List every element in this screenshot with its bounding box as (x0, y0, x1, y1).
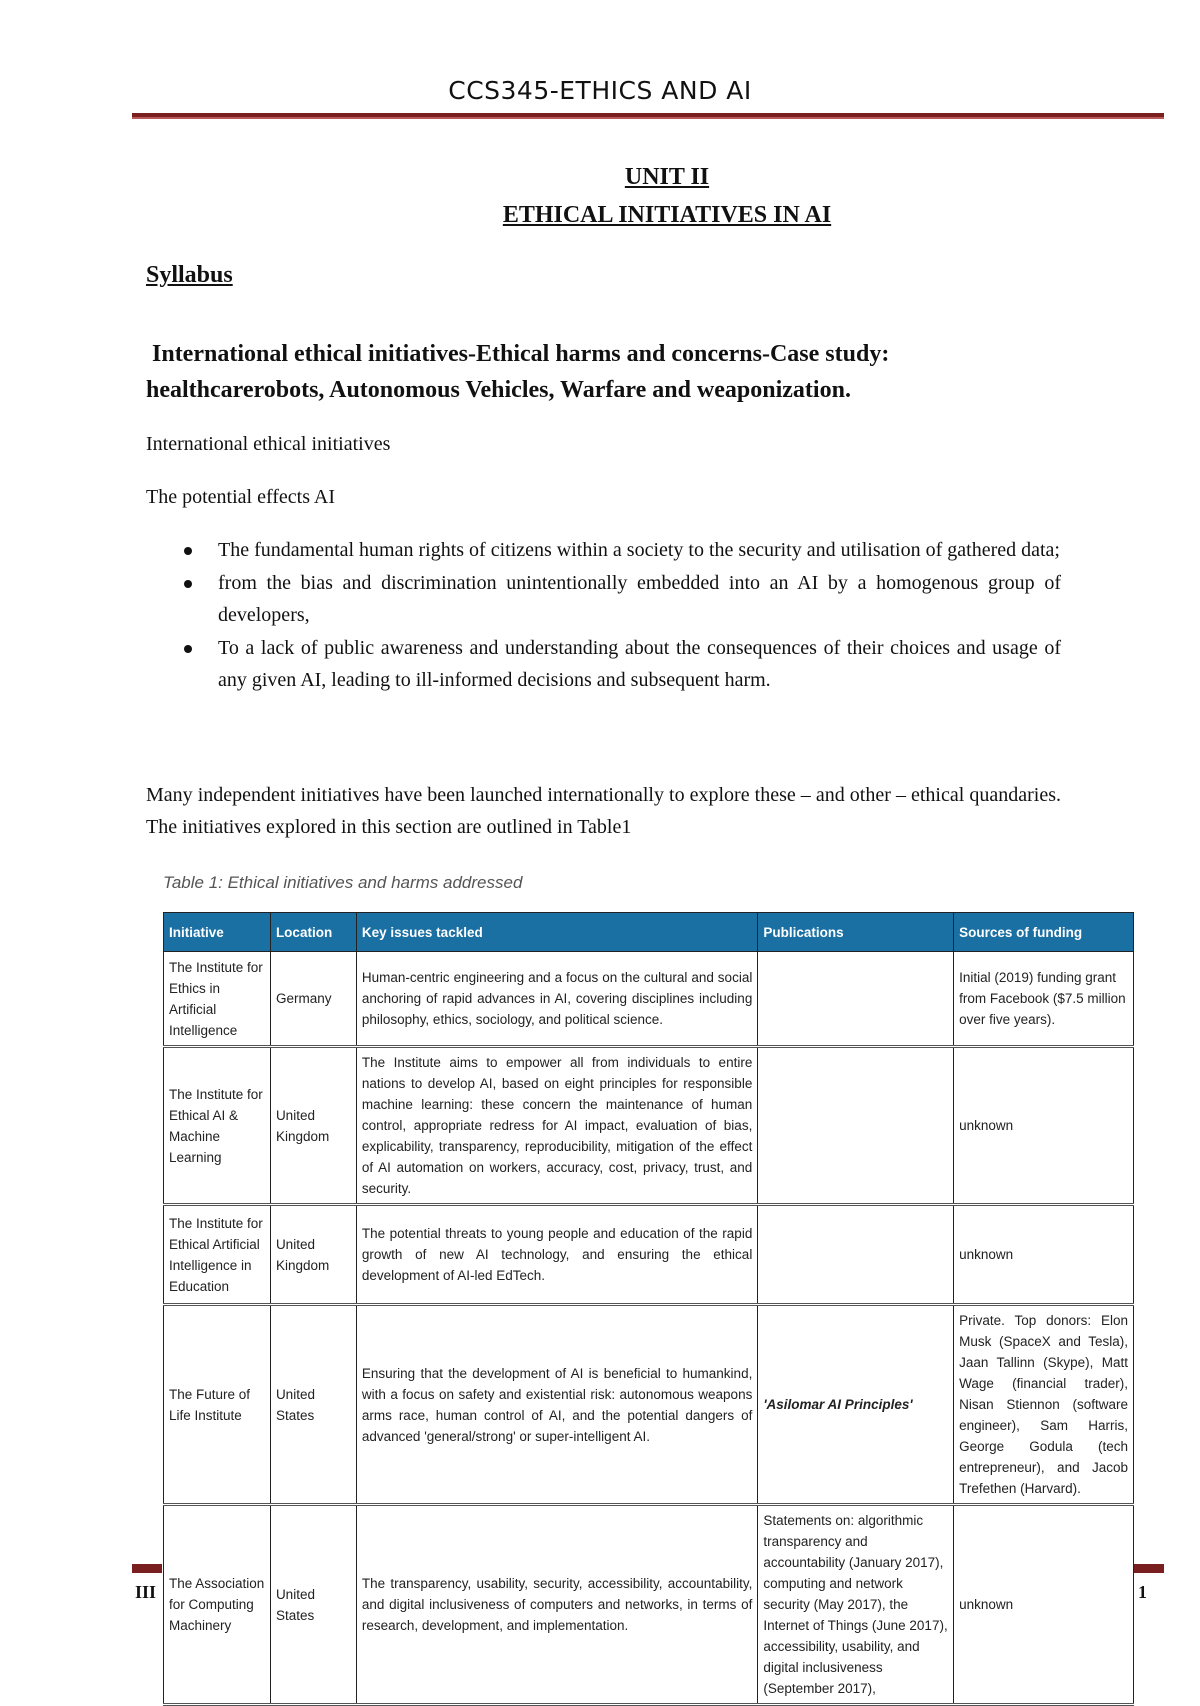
bullet-icon (184, 580, 192, 588)
column-header: Publications (758, 913, 954, 952)
page-number: 1 (1138, 1582, 1147, 1602)
effects-heading: The potential effects AI (146, 486, 336, 508)
column-header: Location (270, 913, 356, 952)
list-item (146, 534, 1061, 566)
unit-title: ETHICAL INITIATIVES IN AI (502, 202, 832, 228)
footer-rule-right (1134, 1564, 1164, 1573)
page-header-title: CCS345-ETHICS AND AI (448, 76, 752, 105)
table-row (164, 1047, 1134, 1205)
table-caption: Table 1: Ethical initiatives and harms addressed (163, 873, 523, 892)
funding-cell: Private. Top donors: Elon Musk (SpaceX and Tesla), Jaan Tallinn (Skype), Matt Wage (financial trader), Nisan Stiennon (software engineer), Sam Harris, George Godula (tech entrepreneur), and Jacob Trefethen (Harvard). (954, 1305, 1134, 1505)
unit-number: UNIT II (624, 164, 710, 190)
bullet-icon (184, 547, 192, 555)
footer-left-text: III (135, 1582, 157, 1602)
list-item-text: from the bias and discrimination unintentionally embedded into an AI by a homogenous group of developers, (218, 572, 1061, 626)
footer-rule-left (132, 1564, 162, 1573)
funding-cell: unknown (954, 1047, 1134, 1205)
location-cell: United States (270, 1505, 356, 1705)
column-header: Sources of funding (954, 913, 1134, 952)
syllabus-text (146, 336, 1076, 408)
unit-heading (0, 158, 1200, 234)
initiative-cell: The Institute for Ethical Artificial Intelligence in Education (164, 1205, 271, 1305)
list-item (146, 632, 1061, 696)
publications-cell: Statements on: algorithmic transparency and accountability (January 2017), computing and network security (May 2017), the Internet of Things (June 2017), accessibility, usability, and digital inclusiveness (September 2017), (758, 1505, 954, 1705)
effects-list (146, 534, 1061, 697)
table-row (164, 1205, 1134, 1305)
issues-cell: The transparency, usability, security, accessibility, accountability, and digital inclusiveness of computers and networks, in terms of research, development, and implementation. (356, 1505, 757, 1705)
list-item (146, 567, 1061, 631)
publications-cell (758, 1047, 954, 1205)
funding-cell: Initial (2019) funding grant from Facebook ($7.5 million over five years). (954, 952, 1134, 1047)
table-row (164, 1505, 1134, 1705)
location-cell: Germany (270, 952, 356, 1047)
initiative-cell: The Association for Computing Machinery (164, 1505, 271, 1705)
issues-cell: Ensuring that the development of AI is beneficial to humankind, with a focus on safety and existential risk: autonomous weapons arms race, human control of AI, and the potential dangers of advanced 'general/strong' or super-intelligent AI. (356, 1305, 757, 1505)
publications-cell (758, 1205, 954, 1305)
location-cell: United Kingdom (270, 1047, 356, 1205)
initiative-cell: The Future of Life Institute (164, 1305, 271, 1505)
syllabus-heading: Syllabus (146, 262, 233, 288)
funding-cell: unknown (954, 1505, 1134, 1705)
initiative-cell: The Institute for Ethical AI & Machine Learning (164, 1047, 271, 1205)
issues-cell: Human-centric engineering and a focus on the cultural and social anchoring of rapid advances in AI, covering disciplines including philosophy, ethics, sociology, and political science. (356, 952, 757, 1047)
issues-cell: The potential threats to young people and education of the rapid growth of new AI technology, and ensuring the ethical development of AI-led EdTech. (356, 1205, 757, 1305)
location-cell: United States (270, 1305, 356, 1505)
table-row (164, 952, 1134, 1047)
initiative-cell: The Institute for Ethics in Artificial Intelligence (164, 952, 271, 1047)
column-header: Key issues tackled (356, 913, 757, 952)
publications-cell (758, 952, 954, 1047)
syllabus-line-2: healthcarerobots, Autonomous Vehicles, Warfare and weaponization. (146, 377, 851, 403)
bullet-icon (184, 645, 192, 653)
syllabus-line-1: International ethical initiatives-Ethical harms and concerns-Case study: (146, 341, 890, 367)
list-item-text: To a lack of public awareness and understanding about the consequences of their choices and usage of any given AI, leading to ill-informed decisions and subsequent harm. (218, 637, 1061, 691)
table-header-row (164, 913, 1134, 952)
table-row (164, 1305, 1134, 1505)
funding-cell: unknown (954, 1205, 1134, 1305)
list-item-text: The fundamental human rights of citizens within a society to the security and utilisation of gathered data; (218, 539, 1060, 561)
initiatives-table (163, 912, 1134, 1706)
section-heading: International ethical initiatives (146, 433, 391, 455)
publications-cell: 'Asilomar AI Principles' (758, 1305, 954, 1505)
intro-paragraph: Many independent initiatives have been launched internationally to explore these – and other – ethical quandaries. The initiatives explored in this section are outlined in Table1 (146, 784, 1061, 838)
issues-cell: The Institute aims to empower all from individuals to entire nations to develop AI, based on eight principles for responsible machine learning: these concern the maintenance of human control, appropriate redress for AI impact, evaluation of bias, explicability, transparency, reproducibility, mitigation of the effect of AI automation on workers, accuracy, cost, privacy, trust, and security. (356, 1047, 757, 1205)
column-header: Initiative (164, 913, 271, 952)
header-rule (132, 113, 1164, 119)
location-cell: United Kingdom (270, 1205, 356, 1305)
